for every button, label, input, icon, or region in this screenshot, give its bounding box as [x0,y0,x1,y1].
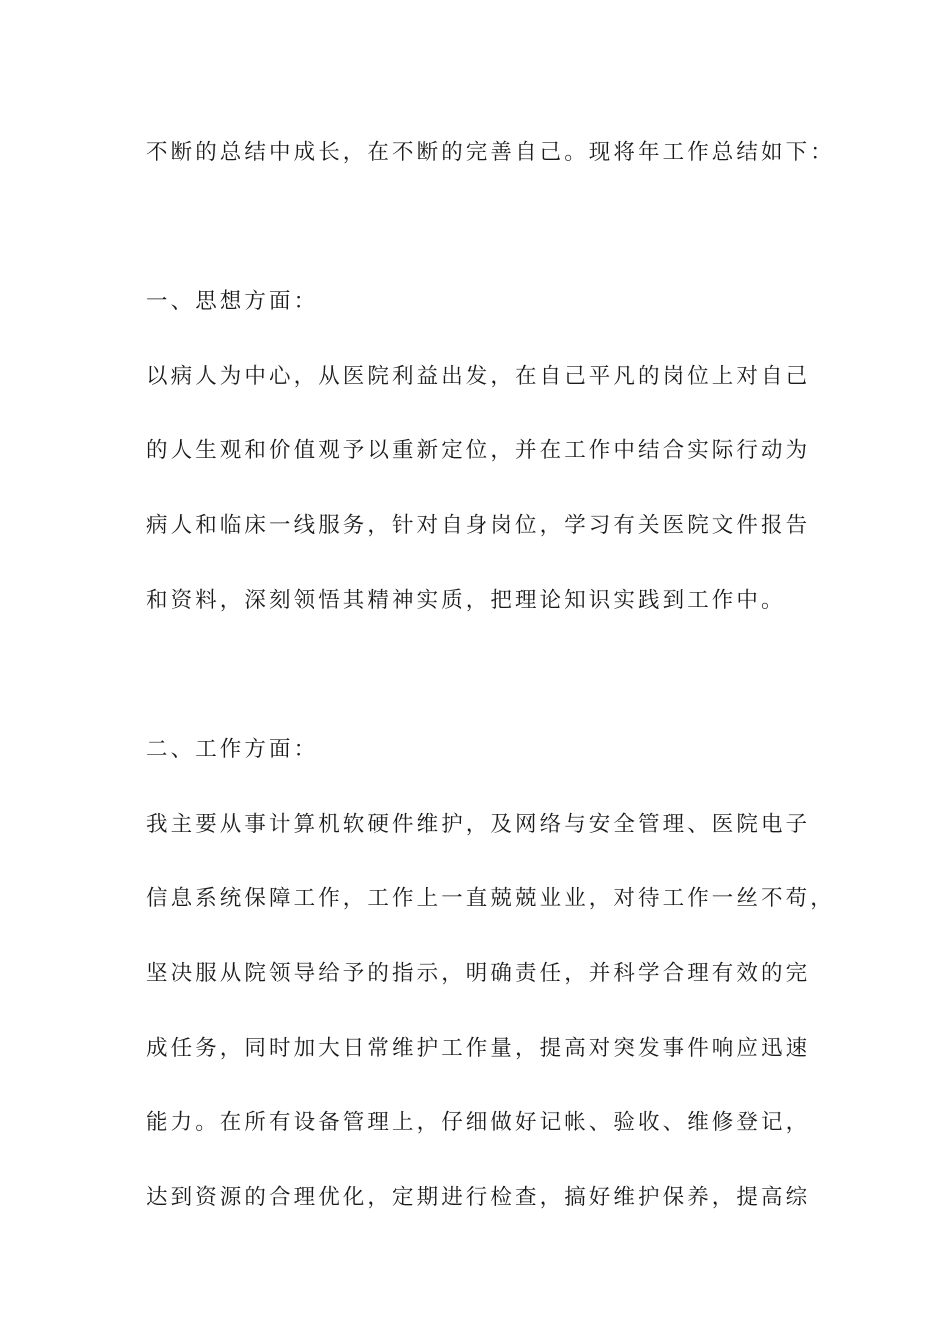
section2-line-1: 我主要从事计算机软硬件维护，及网络与安全管理、医院电子 [146,812,811,837]
section2-heading: 二、工作方面： [146,737,319,762]
section2-line-6: 达到资源的合理优化，定期进行检查，搞好维护保养，提高综 [146,1185,811,1210]
section2-line-3: 坚决服从院领导给予的指示，明确责任，并科学合理有效的完 [146,961,811,986]
section1-line-4: 和资料，深刻领悟其精神实质，把理论知识实践到工作中。 [146,588,786,613]
section1-line-1: 以病人为中心，从医院利益出发，在自己平凡的岗位上对自己 [146,364,811,389]
section2-line-2: 信息系统保障工作，工作上一直兢兢业业，对待工作一丝不苟， [146,886,835,911]
intro-line: 不断的总结中成长，在不断的完善自己。现将年工作总结如下： [146,140,835,165]
section2-line-4: 成任务，同时加大日常维护工作量，提高对突发事件响应迅速 [146,1036,811,1061]
section1-line-2: 的人生观和价值观予以重新定位，并在工作中结合实际行动为 [146,438,811,463]
section1-line-3: 病人和临床一线服务，针对自身岗位，学习有关医院文件报告 [146,513,811,538]
section1-heading: 一、思想方面： [146,289,319,314]
section2-line-5: 能力。在所有设备管理上，仔细做好记帐、验收、维修登记， [146,1110,811,1135]
